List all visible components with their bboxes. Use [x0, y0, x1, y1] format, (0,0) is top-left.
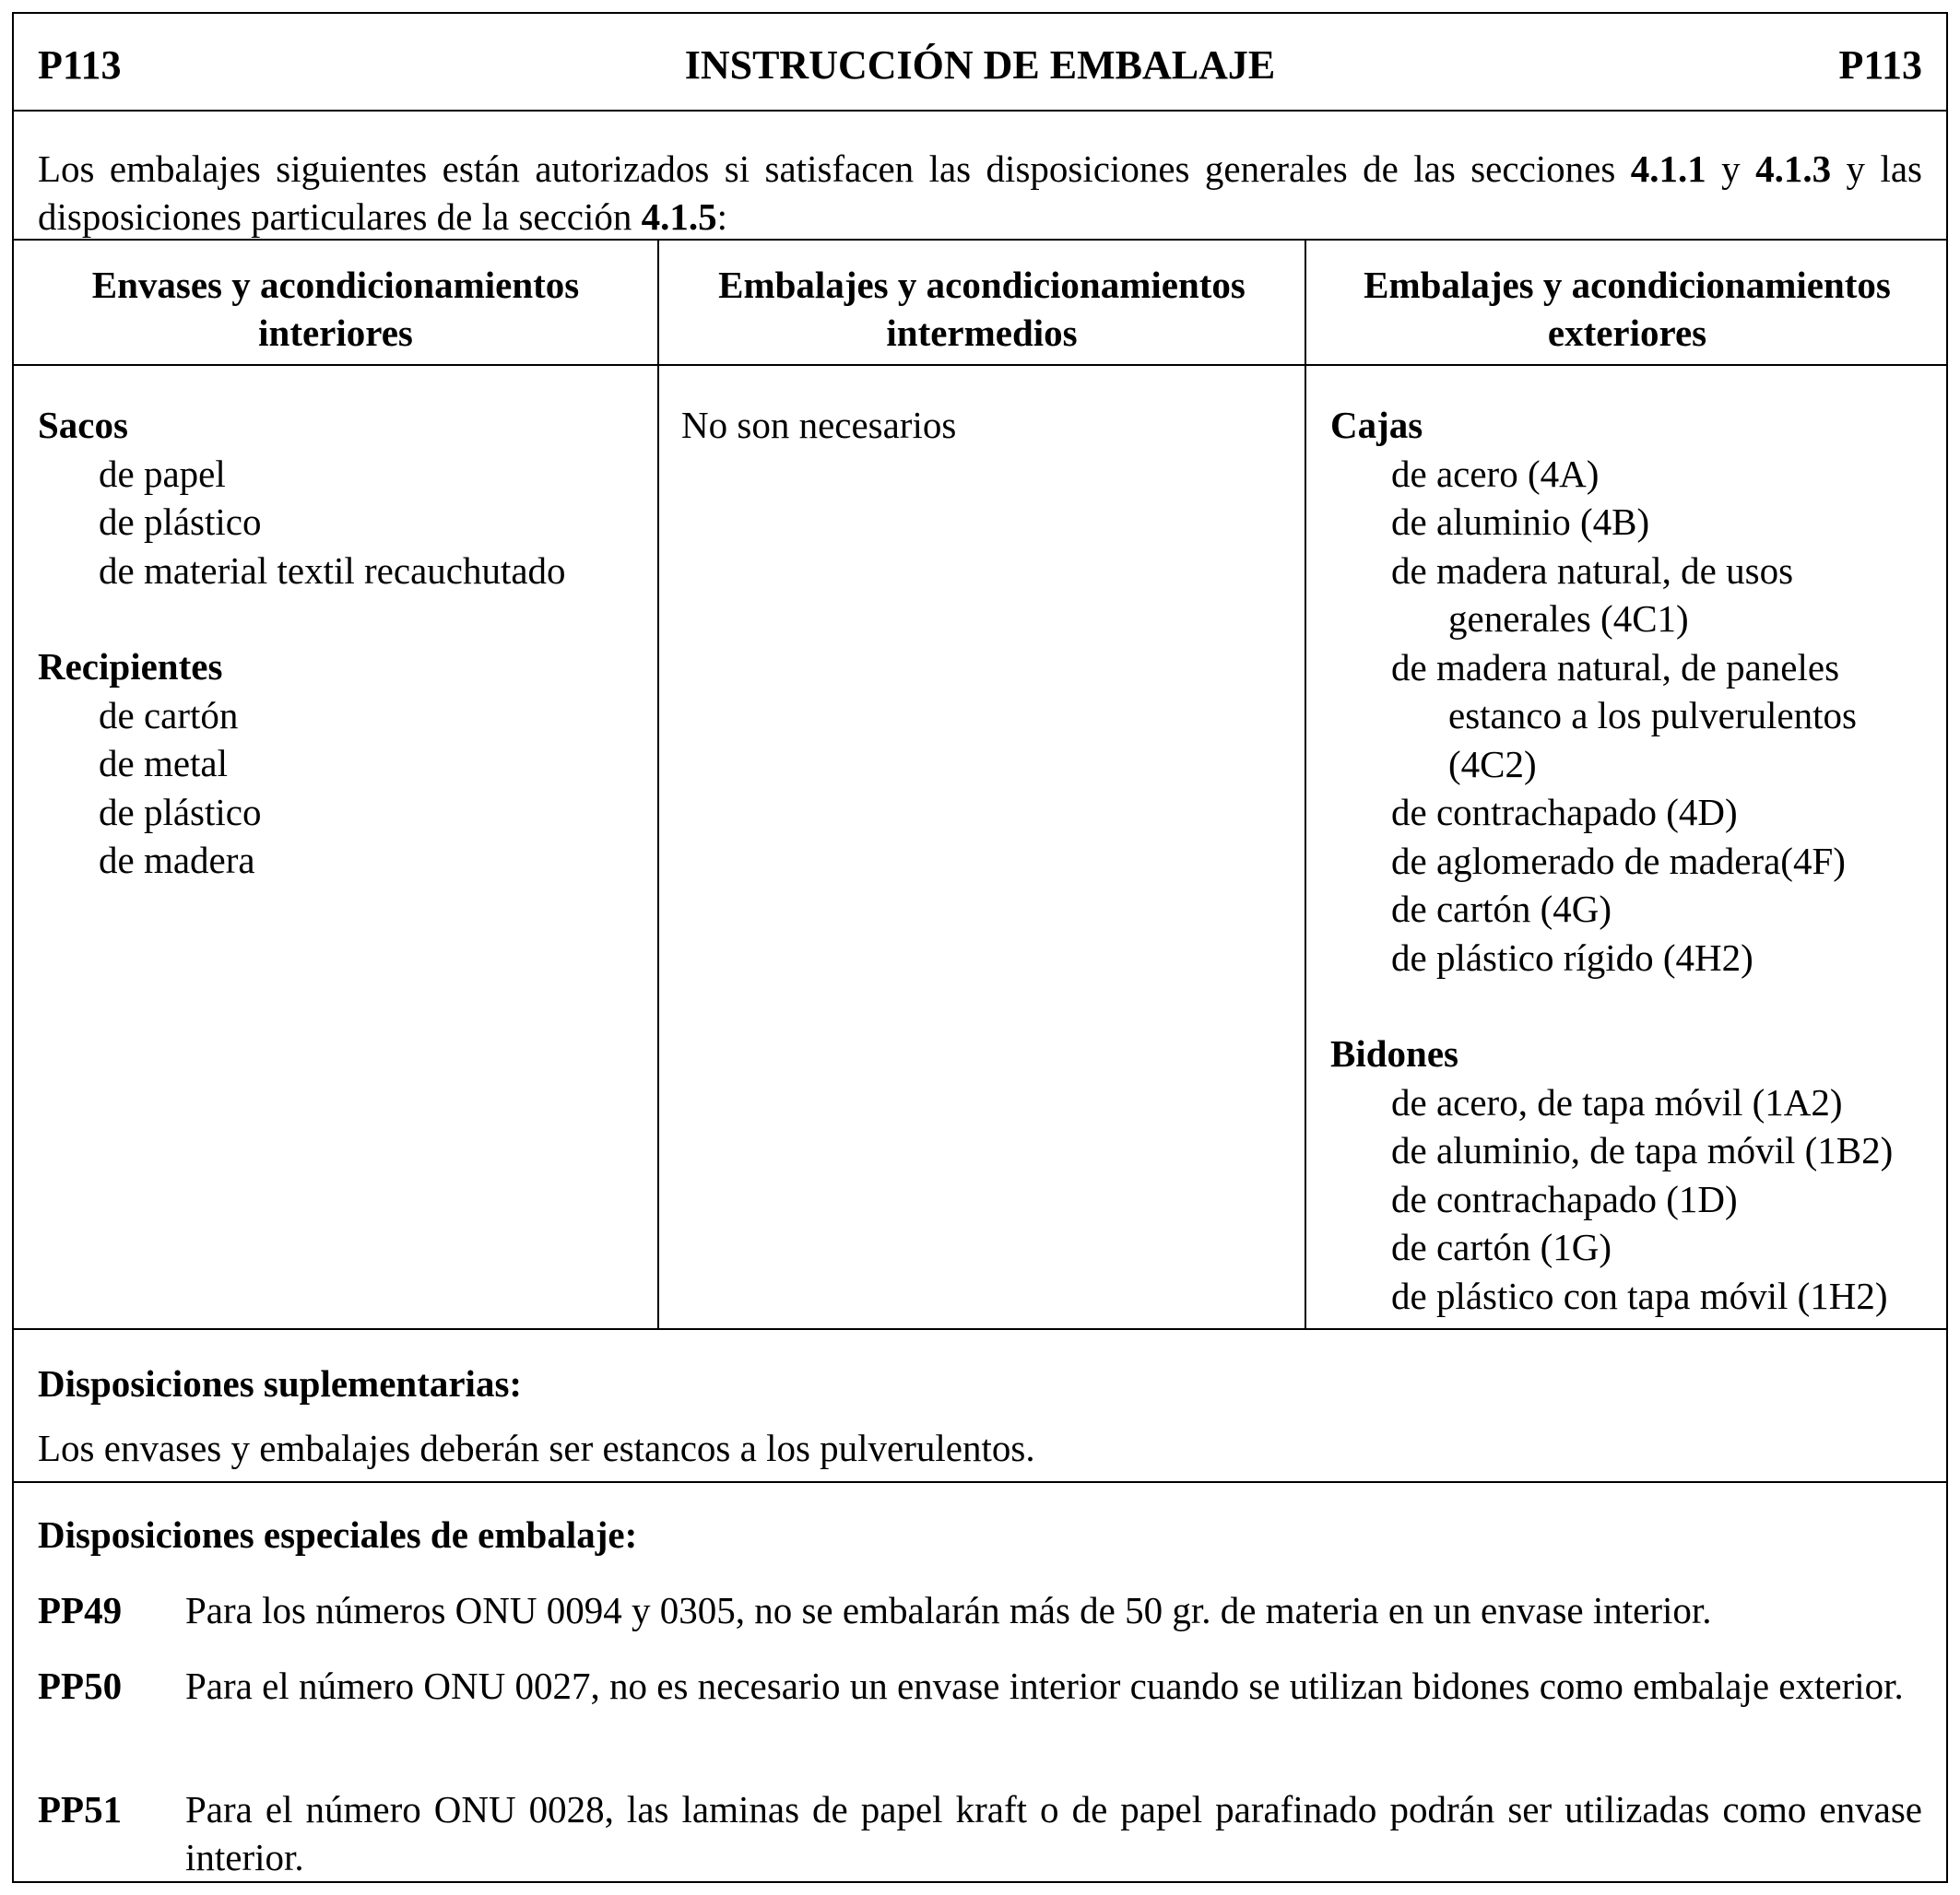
- provision-text: Para los números ONU 0094 y 0305, no se embalarán más de 50 gr. de materia en un envase interior.: [185, 1589, 1712, 1631]
- list-item-continuation: generales (4C1): [1448, 597, 1689, 640]
- provision-item: [38, 1785, 1922, 1881]
- outer-packagings-cell: [1306, 366, 1948, 1328]
- provision-text: Para el número ONU 0028, las laminas de papel kraft o de papel parafinado podrán ser utilizadas como envase interior.: [185, 1788, 1922, 1878]
- intro-text: :: [716, 195, 728, 238]
- group-label-cajas: Cajas: [1330, 404, 1423, 446]
- group-label-sacos: Sacos: [38, 404, 128, 446]
- section-ref: 4.1.1: [1630, 147, 1706, 190]
- list-item: de aluminio (4B): [1391, 500, 1650, 543]
- provision-code: PP49: [38, 1589, 123, 1631]
- intermediate-text: No son necesarios: [681, 404, 957, 446]
- intermediate-packagings-cell: [659, 366, 1305, 1328]
- list-item: de madera: [99, 839, 255, 881]
- instruction-code-right: P113: [1838, 42, 1922, 88]
- list-item: de papel: [99, 452, 226, 495]
- list-item: de plástico rígido (4H2): [1391, 936, 1753, 979]
- provision-code: PP51: [38, 1788, 123, 1830]
- list-item: de plástico con tapa móvil (1H2): [1391, 1274, 1888, 1317]
- column-header-inner: Envases y acondicionamientos interiores: [91, 264, 580, 354]
- supplementary-provisions: [14, 1330, 1946, 1481]
- column-header-outer: Embalajes y acondicionamientos exteriores: [1364, 264, 1891, 354]
- list-item: de material textil recauchutado: [99, 548, 566, 592]
- instruction-code-left: P113: [38, 42, 122, 88]
- section-title: Disposiciones suplementarias:: [38, 1362, 523, 1405]
- list-item: de aglomerado de madera(4F): [1391, 839, 1846, 882]
- list-item: de plástico: [99, 500, 262, 543]
- group-label-bidones: Bidones: [1330, 1032, 1458, 1075]
- packing-instruction-table: [12, 12, 1948, 1883]
- group-label-recipientes: Recipientes: [38, 645, 223, 688]
- provision-code: PP50: [38, 1665, 123, 1707]
- list-item: de madera natural, de paneles: [1391, 645, 1840, 689]
- instruction-header: [14, 14, 1946, 112]
- special-packing-provisions: [14, 1483, 1946, 1883]
- list-item: de plástico: [99, 790, 262, 833]
- provision-item: [38, 1662, 1922, 1710]
- provision-item: [38, 1586, 1922, 1634]
- list-item: de contrachapado (1D): [1391, 1177, 1738, 1220]
- list-item: de cartón (1G): [1391, 1226, 1612, 1268]
- list-item: de metal: [99, 742, 229, 784]
- divider: [14, 110, 1946, 112]
- list-item: de aluminio, de tapa móvil (1B2): [1391, 1129, 1894, 1171]
- list-item: de madera natural, de usos: [1391, 548, 1794, 592]
- intro-text: y: [1706, 147, 1756, 190]
- list-item: de cartón (4G): [1391, 888, 1612, 930]
- intro-text: y las disposiciones particulares de la sección: [38, 147, 1923, 238]
- list-item: de acero, de tapa móvil (1A2): [1391, 1080, 1843, 1124]
- inner-packagings-cell: [14, 366, 657, 1328]
- list-item-continuation: (4C2): [1448, 742, 1537, 785]
- list-item: de cartón: [99, 693, 239, 736]
- list-item: de acero (4A): [1391, 452, 1600, 495]
- provision-text: Para el número ONU 0027, no es necesario un envase interior cuando se utilizan bidones como embalaje exterior.: [185, 1665, 1904, 1707]
- list-item-continuation: estanco a los pulverulentos: [1448, 694, 1857, 736]
- section-ref: 4.1.5: [641, 195, 717, 238]
- section-title: Disposiciones especiales de embalaje:: [38, 1513, 638, 1556]
- section-text: Los envases y embalajes deberán ser estancos a los pulverulentos.: [38, 1427, 1035, 1469]
- intro-paragraph: [14, 113, 1946, 239]
- column-header-intermediate: Embalajes y acondicionamientos intermedios: [718, 264, 1246, 354]
- section-ref: 4.1.3: [1755, 147, 1832, 190]
- intro-text: Los embalajes siguientes están autorizados si satisfacen las disposiciones generales de las secciones: [38, 147, 1631, 190]
- list-item: de contrachapado (4D): [1391, 791, 1738, 833]
- instruction-title: INSTRUCCIÓN DE EMBALAJE: [684, 42, 1276, 88]
